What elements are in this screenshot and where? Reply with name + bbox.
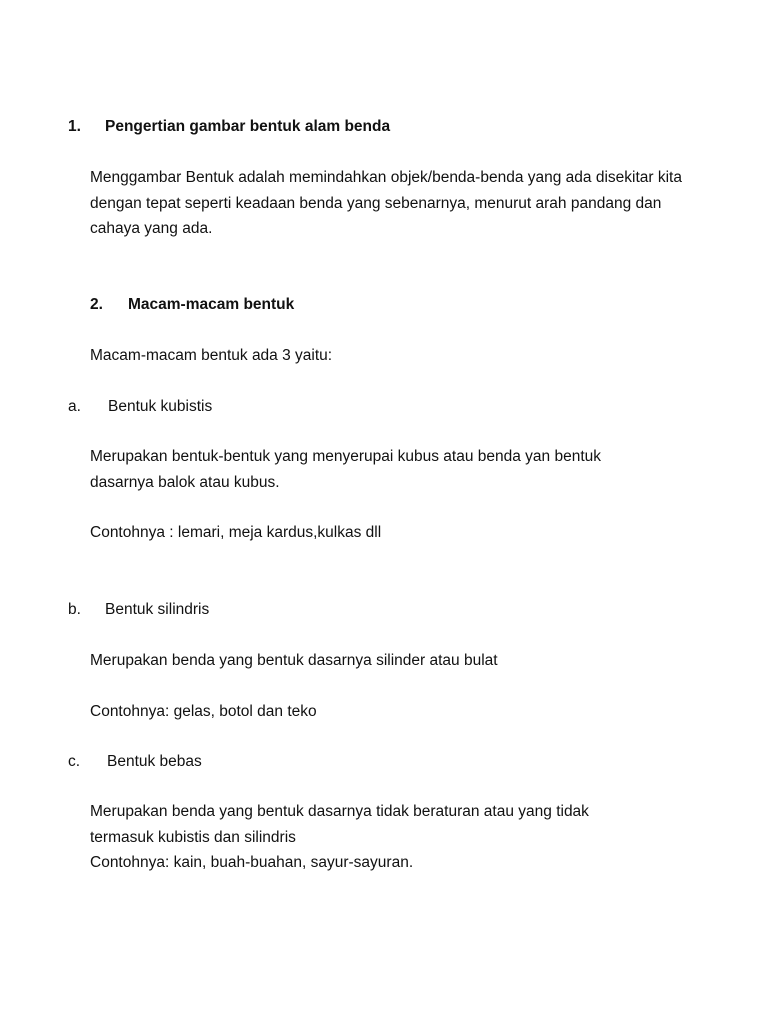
item-a-example: Contohnya : lemari, meja kardus,kulkas dll — [90, 524, 382, 541]
item-c-example: Contohnya: kain, buah-buahan, sayur-sayuran. — [90, 854, 414, 871]
item-c-title: Bentuk bebas — [107, 753, 202, 770]
item-b-description: Merupakan benda yang bentuk dasarnya silinder atau bulat — [90, 652, 498, 669]
item-b-example: Contohnya: gelas, botol dan teko — [90, 703, 317, 720]
section-1-heading: Pengertian gambar bentuk alam benda — [105, 118, 391, 135]
item-a-marker: a. — [68, 398, 81, 415]
item-c-description: Merupakan benda yang bentuk dasarnya tidak beraturan atau yang tidak termasuk kubistis dan silindris — [90, 803, 589, 846]
item-c-marker: c. — [68, 753, 81, 770]
section-2-intro: Macam-macam bentuk ada 3 yaitu: — [90, 347, 333, 364]
item-a-title: Bentuk kubistis — [108, 398, 213, 415]
item-b-title: Bentuk silindris — [105, 601, 210, 618]
section-1-paragraph: Menggambar Bentuk adalah memindahkan objek/benda-benda yang ada disekitar kita dengan tepat seperti keadaan benda yang sebenarnya, menurut arah pandang dan cahaya yang ada. — [90, 169, 682, 237]
item-a-description: Merupakan bentuk-bentuk yang menyerupai kubus atau benda yan bentuk dasarnya balok atau kubus. — [90, 448, 601, 491]
item-b-marker: b. — [68, 601, 81, 618]
section-2-number: 2. — [90, 296, 103, 313]
section-2-heading: Macam-macam bentuk — [128, 296, 295, 313]
section-1-number: 1. — [68, 118, 81, 135]
